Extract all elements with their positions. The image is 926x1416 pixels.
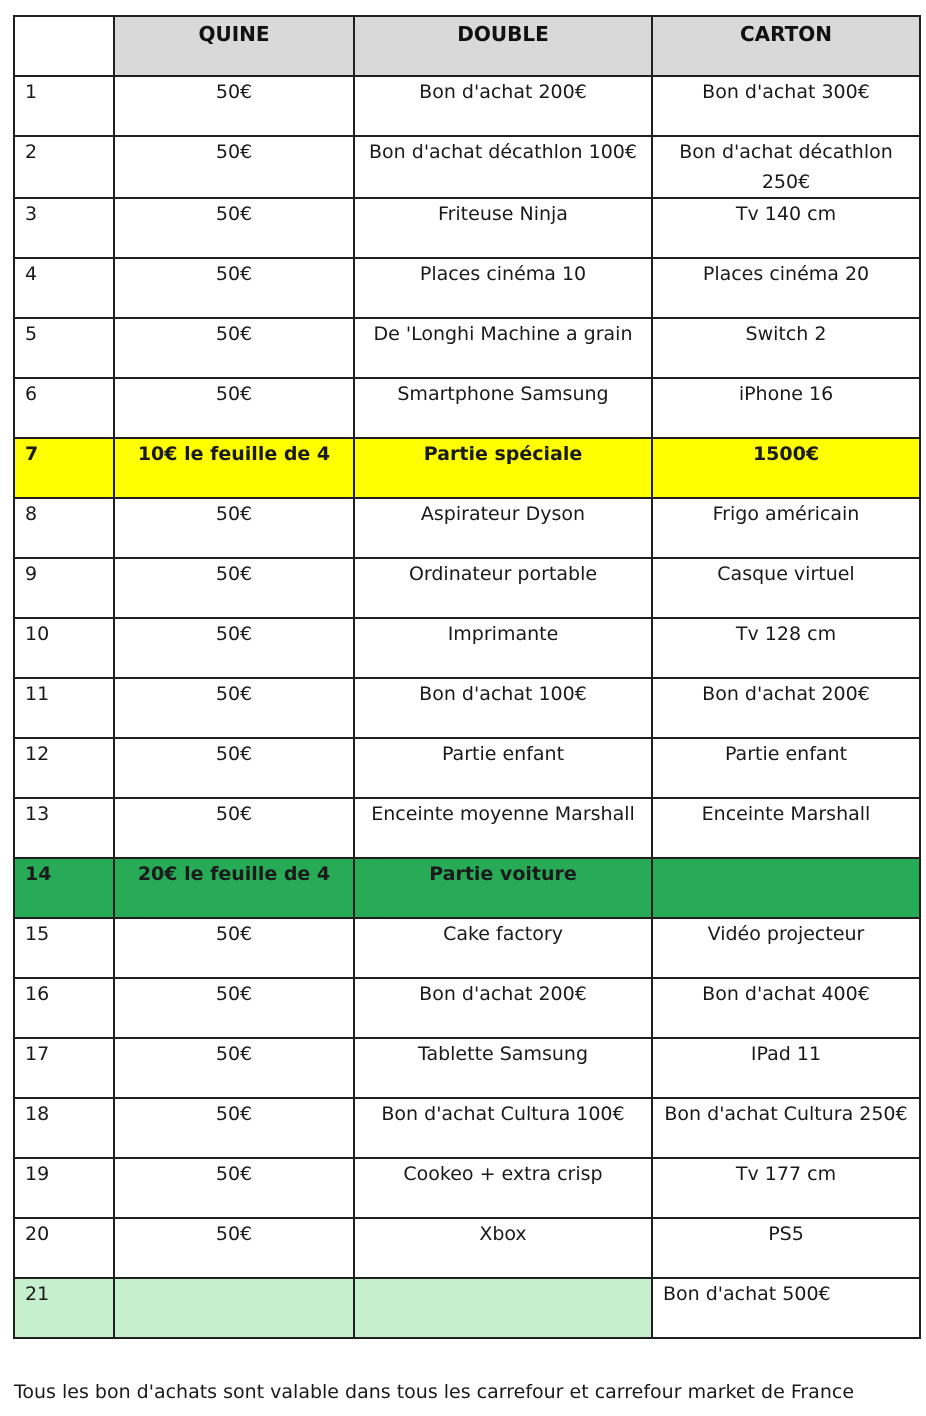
double-prize: Bon d'achat 200€ [354,978,652,1038]
round-number: 6 [14,378,114,438]
quine-prize: 50€ [114,798,354,858]
table-row [14,1038,920,1098]
quine-prize: 50€ [114,1158,354,1218]
table-row [14,136,920,198]
quine-prize: 10€ le feuille de 4 [114,438,354,498]
carton-prize: Bon d'achat décathlon 250€ [652,136,920,198]
quine-prize: 50€ [114,136,354,198]
table-row [14,76,920,136]
quine-prize: 50€ [114,1038,354,1098]
table-row [14,378,920,438]
special-round-row [14,858,920,918]
quine-prize: 50€ [114,918,354,978]
quine-prize: 50€ [114,558,354,618]
double-prize: Cookeo + extra crisp [354,1158,652,1218]
double-prize: Enceinte moyenne Marshall [354,798,652,858]
double-prize: Bon d'achat 200€ [354,76,652,136]
carton-prize: Tv 140 cm [652,198,920,258]
carton-prize: Tv 128 cm [652,618,920,678]
quine-prize: 50€ [114,978,354,1038]
quine-prize: 50€ [114,378,354,438]
double-prize: De 'Longhi Machine a grain [354,318,652,378]
round-number: 14 [14,858,114,918]
round-number: 8 [14,498,114,558]
footer-note: Tous les bon d'achats sont valable dans tous les carrefour et carrefour market de France [14,1381,855,1403]
quine-prize: 50€ [114,318,354,378]
carton-prize: Partie enfant [652,738,920,798]
quine-prize [114,1278,354,1338]
carton-prize: iPhone 16 [652,378,920,438]
header-corner-cell [14,16,114,76]
carton-prize: Casque virtuel [652,558,920,618]
carton-prize: Bon d'achat 200€ [652,678,920,738]
round-number: 13 [14,798,114,858]
quine-prize: 50€ [114,678,354,738]
double-prize: Friteuse Ninja [354,198,652,258]
carton-prize: IPad 11 [652,1038,920,1098]
round-number: 5 [14,318,114,378]
double-prize [354,1278,652,1338]
table-row [14,1098,920,1158]
double-prize: Ordinateur portable [354,558,652,618]
round-number: 10 [14,618,114,678]
round-number: 4 [14,258,114,318]
round-number: 16 [14,978,114,1038]
quine-prize: 50€ [114,738,354,798]
carton-prize: Bon d'achat 400€ [652,978,920,1038]
carton-prize: Bon d'achat 300€ [652,76,920,136]
table-row [14,618,920,678]
quine-prize: 20€ le feuille de 4 [114,858,354,918]
table-row [14,498,920,558]
table-row [14,738,920,798]
double-prize: Cake factory [354,918,652,978]
double-prize: Bon d'achat 100€ [354,678,652,738]
double-prize: Partie voiture [354,858,652,918]
carton-prize: Vidéo projecteur [652,918,920,978]
double-prize: Partie enfant [354,738,652,798]
table-row [14,1278,920,1338]
quine-prize: 50€ [114,1218,354,1278]
header-carton: CARTON [652,16,920,76]
table-row [14,318,920,378]
header-double: DOUBLE [354,16,652,76]
round-number: 12 [14,738,114,798]
round-number: 18 [14,1098,114,1158]
special-round-row [14,438,920,498]
table-row [14,258,920,318]
table-row [14,1158,920,1218]
carton-prize: Bon d'achat 500€ [652,1278,920,1338]
double-prize: Aspirateur Dyson [354,498,652,558]
double-prize: Tablette Samsung [354,1038,652,1098]
round-number: 7 [14,438,114,498]
round-number: 21 [14,1278,114,1338]
quine-prize: 50€ [114,1098,354,1158]
double-prize: Bon d'achat décathlon 100€ [354,136,652,198]
header-quine: QUINE [114,16,354,76]
table-row [14,1218,920,1278]
round-number: 2 [14,136,114,198]
quine-prize: 50€ [114,198,354,258]
table-row [14,558,920,618]
table-row [14,978,920,1038]
round-number: 15 [14,918,114,978]
carton-prize: Switch 2 [652,318,920,378]
round-number: 1 [14,76,114,136]
carton-prize: PS5 [652,1218,920,1278]
quine-prize: 50€ [114,76,354,136]
carton-prize: Enceinte Marshall [652,798,920,858]
double-prize: Imprimante [354,618,652,678]
round-number: 9 [14,558,114,618]
quine-prize: 50€ [114,258,354,318]
table-row [14,678,920,738]
carton-prize: Bon d'achat Cultura 250€ [652,1098,920,1158]
carton-prize: Frigo américain [652,498,920,558]
round-number: 3 [14,198,114,258]
quine-prize: 50€ [114,498,354,558]
double-prize: Xbox [354,1218,652,1278]
prize-table [13,15,921,1339]
quine-prize: 50€ [114,618,354,678]
table-row [14,798,920,858]
double-prize: Places cinéma 10 [354,258,652,318]
double-prize: Smartphone Samsung [354,378,652,438]
round-number: 17 [14,1038,114,1098]
round-number: 11 [14,678,114,738]
header-row [14,16,920,76]
carton-prize: Places cinéma 20 [652,258,920,318]
double-prize: Partie spéciale [354,438,652,498]
carton-prize: 1500€ [652,438,920,498]
table-row [14,918,920,978]
round-number: 19 [14,1158,114,1218]
carton-prize: Tv 177 cm [652,1158,920,1218]
round-number: 20 [14,1218,114,1278]
carton-prize [652,858,920,918]
table-row [14,198,920,258]
double-prize: Bon d'achat Cultura 100€ [354,1098,652,1158]
